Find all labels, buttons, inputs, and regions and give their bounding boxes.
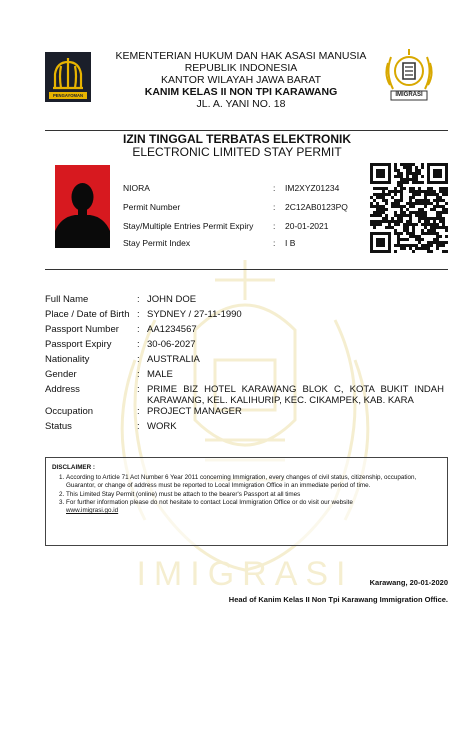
full-name-label: Full Name — [45, 294, 89, 305]
full-name-value: JOHN DOE — [147, 294, 197, 305]
address-value: PRIME BIZ HOTEL KARAWANG BLOK C, KOTA BUKIT INDAH KARAWANG, KEL. KALIHURIP, KEC. CIKAMPEK, KAB. KARA — [147, 384, 444, 406]
document-title: IZIN TINGGAL TERBATAS ELEKTRONIK — [123, 132, 351, 146]
passport-number-label: Passport Number — [45, 324, 119, 335]
permit-number-value: 2C12AB0123PQ — [285, 202, 348, 212]
passport-expiry-value: 30-06-2027 — [147, 339, 196, 350]
address-label: Address — [45, 384, 80, 395]
disclaimer-item — [66, 499, 441, 515]
occupation-value: PROJECT MANAGER — [147, 406, 242, 417]
imigrasi-website-link[interactable]: www.imigrasi.go.id — [66, 507, 119, 515]
header-ministry: KEMENTERIAN HUKUM DAN HAK ASASI MANUSIA — [115, 50, 367, 62]
birth-value: SYDNEY / 27-11-1990 — [147, 309, 242, 320]
holder-photo — [55, 165, 110, 248]
issuing-office: Head of Kanim Kelas II Non Tpi Karawang Immigration Office. — [228, 595, 448, 604]
garuda-watermark-icon — [95, 240, 395, 600]
person-silhouette-icon — [55, 165, 110, 248]
nationality-label: Nationality — [45, 354, 90, 365]
status-label: Status — [45, 421, 72, 432]
imigrasi-logo — [383, 45, 435, 105]
disclaimer-item: 2. This Limited Stay Permit (online) must be attach to the bearer's Passport at all times — [66, 491, 441, 499]
logo-right-caption: IMIGRASI — [395, 92, 423, 98]
permit-number-label: Permit Number — [123, 202, 181, 212]
niora-value: IM2XYZ01234 — [285, 183, 340, 193]
permit-index-label: Stay Permit Index — [123, 238, 191, 248]
svg-text:IMIGRASI: IMIGRASI — [136, 555, 354, 593]
permit-expiry-value: 20-01-2021 — [285, 221, 329, 231]
passport-expiry-label: Passport Expiry — [45, 339, 112, 350]
logo-left-caption: PENGAYOMAN — [52, 93, 84, 98]
header-regional-office: KANTOR WILAYAH JAWA BARAT — [160, 74, 322, 86]
header-divider — [45, 130, 448, 131]
nationality-value: AUSTRALIA — [147, 354, 200, 365]
disclaimer-box — [45, 457, 448, 546]
disclaimer-item: 1. According to Article 71 Act Number 6 Year 2011 concerning Immigration, every changes of civil status, citizenship, occupation, Guarantor, or change of address must be reported to Local Immigration Office in an immediate period of time. — [66, 474, 441, 490]
header-kanim: KANIM KELAS II NON TPI KARAWANG — [144, 86, 338, 98]
niora-label: NIORA — [123, 183, 150, 193]
section-divider — [45, 269, 448, 270]
gender-value: MALE — [147, 369, 173, 380]
header-country: REPUBLIK INDONESIA — [184, 62, 298, 74]
passport-number-value: AA1234567 — [147, 324, 197, 335]
disclaimer-item-text: For further information please do not hesitate to contact Local Immigration Office or do visit our website — [66, 498, 353, 506]
gender-label: Gender — [45, 369, 77, 380]
birth-label: Place / Date of Birth — [45, 309, 130, 320]
status-value: WORK — [147, 421, 177, 432]
disclaimer-list — [52, 474, 441, 515]
permit-document: IMIGRASI PENGAYOMAN IMIGRASI KEMENTERIAN HUKUM DAN HAK ASASI MANUSIA REPUBLIK INDONESIA KANTOR WILAYAH JAWA BARAT KANIM KELAS II NON TPI KARAWANG JL. A. YANI NO. 18 IZIN TINGGAL TERBATAS ELEKTRONIK ELECTRONIC LIMITED STAY PERMIT NIORA : IM2XYZ01234 Permit Number : 2C12AB0123PQ Stay/Multiple Entries Permit Expiry : 20-01-2021 Stay Permit Index : I B Full Name : JOHN DOE Place / Date of Birth : SYDNEY / 27-11-1990 Passport Number : AA1234567 Passport Expiry : 30-06-2027 Nationality : AUSTRALIA Gender : MALE Address : PRIME BIZ HOTEL KARAWANG BLOK C, KOTA BUKIT INDAH KARAWANG, KEL. KALIHURIP, KEC. CIKAMPEK, KAB. KARA Occupation : PROJECT MANAGER Status : WORK DISCLAIMER : 1. According to Article 71 Act Number 6 Year 2011 concerning Immigration, every changes of civil status, citizenship, occupation, Guarantor, or change of address must be reported to Local Immigration Office in an immediate period of time. 2. This Limited Stay Permit (online) must be attach to the bearer's Passport at all times 3. For further information please do not hesitate to contact Local Immigration Office or do visit our website www.imigrasi.go.id Karawang, 20-01-2020 Head of Kanim Kelas II Non Tpi Karawang Immigration Office. — [0, 0, 474, 744]
occupation-label: Occupation — [45, 406, 94, 417]
document-subtitle: ELECTRONIC LIMITED STAY PERMIT — [132, 145, 342, 159]
qr-code-icon — [370, 163, 449, 255]
permit-index-value: I B — [285, 238, 296, 248]
permit-expiry-label: Stay/Multiple Entries Permit Expiry — [123, 221, 254, 231]
header-address: JL. A. YANI NO. 18 — [196, 98, 286, 110]
pengayoman-logo — [45, 52, 91, 102]
issue-place-date: Karawang, 20-01-2020 — [369, 578, 448, 587]
disclaimer-title: DISCLAIMER : — [52, 464, 96, 471]
